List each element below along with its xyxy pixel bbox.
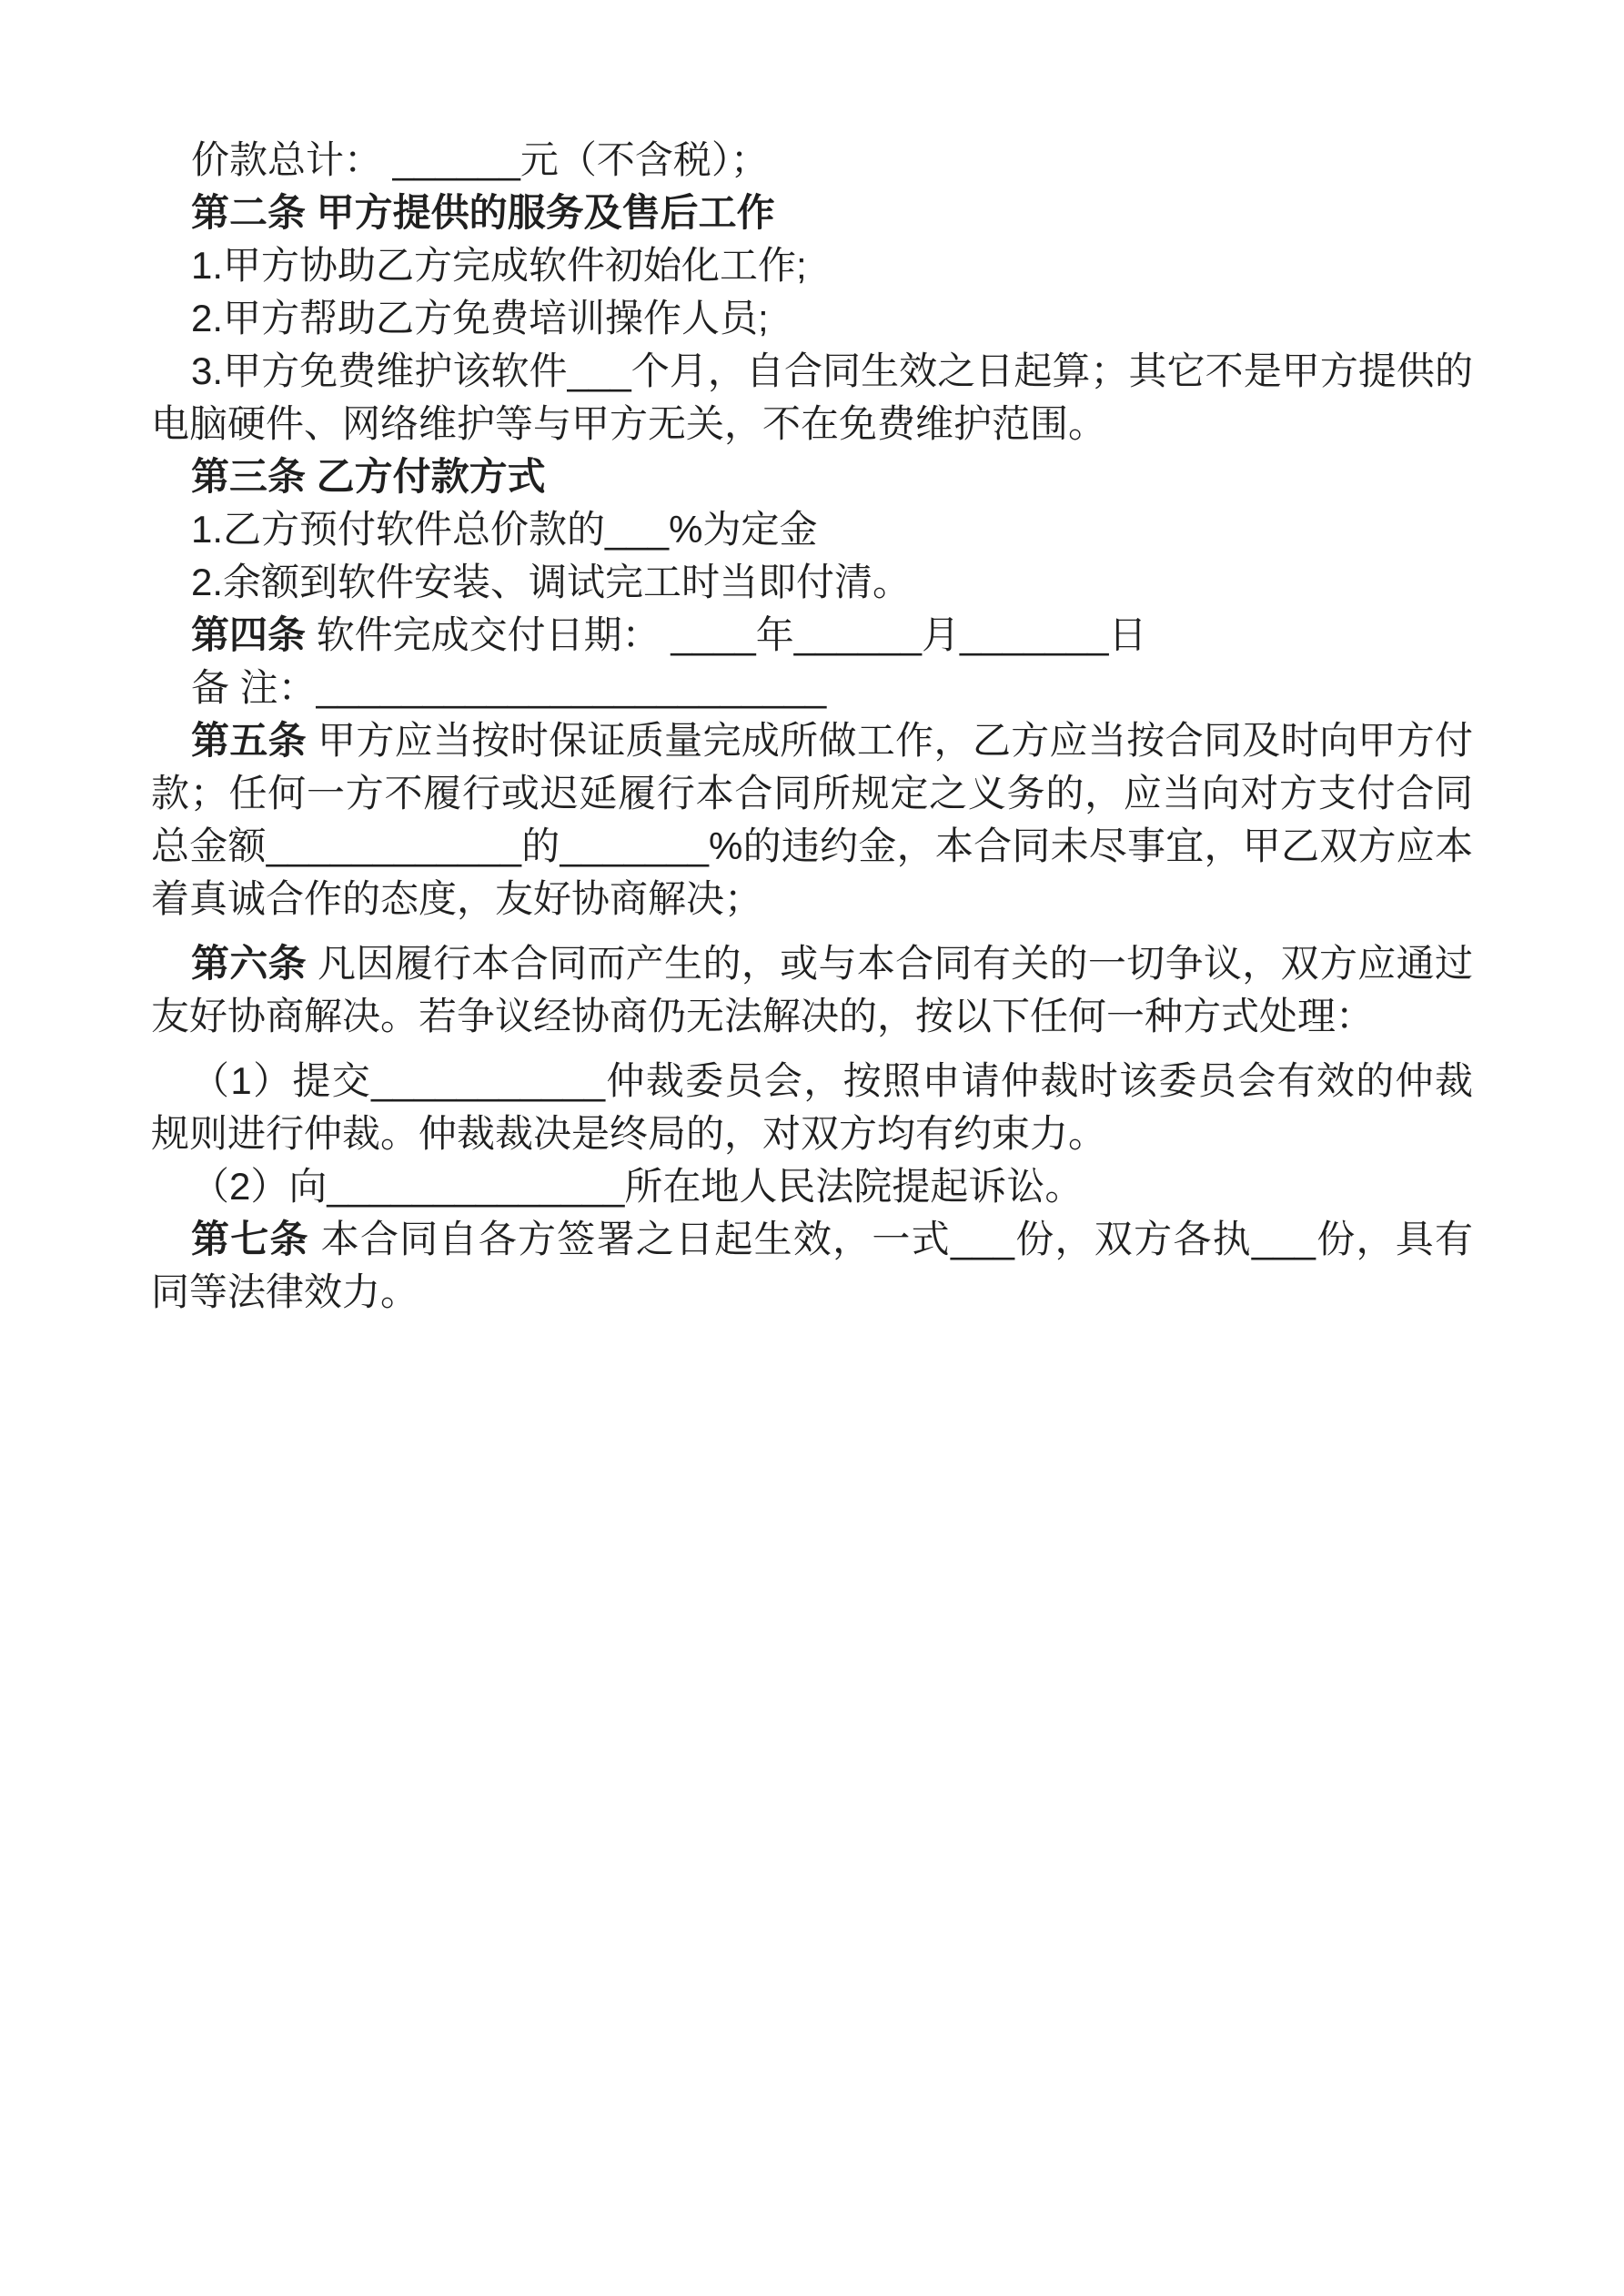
clause-heading: 第四条	[191, 613, 307, 656]
paragraph-12	[151, 937, 1473, 1043]
document-body	[151, 134, 1473, 1319]
paragraph-7	[151, 503, 1473, 556]
text-segment: 1.甲方协助乙方完成软件初始化工作;	[191, 244, 807, 287]
paragraph-8	[151, 556, 1473, 609]
text-segment: 凡因履行本合同而产生的，或与本合同有关的一切争议，双方应通过友好协商解决。若争议经协商仍无法解决的，按以下任何一种方式处理：	[151, 942, 1473, 1037]
text-segment: 甲方应当按时保证质量完成所做工作，乙方应当按合同及时向甲方付款；任何一方不履行或迟延履行本合同所规定之义务的，应当向对方支付合同总金额____________的_______%的违约金，本合同未尽事宜，甲乙双方应本着真诚合作的态度，友好协商解决；	[151, 719, 1473, 920]
text-segment: 2.余额到软件安装、调试完工时当即付清。	[191, 561, 912, 603]
text-segment: 价款总计： ______元（不含税）；	[191, 138, 769, 181]
text-segment: 软件完成交付日期： ____年______月_______日	[306, 613, 1147, 656]
paragraph-5	[151, 345, 1473, 450]
paragraph-3	[151, 239, 1473, 292]
paragraph-9	[151, 609, 1473, 662]
paragraph-10	[151, 662, 1473, 714]
text-segment: （1）提交___________仲裁委员会，按照申请仲裁时该委员会有效的仲裁规则进行仲裁。仲裁裁决是终局的，对双方均有约束力。	[151, 1059, 1473, 1155]
paragraph-13	[151, 1055, 1473, 1160]
paragraph-4	[151, 292, 1473, 345]
paragraph-11	[151, 714, 1473, 925]
text-segment: 本合同自各方签署之日起生效，一式___份，双方各执___份，具有同等法律效力。	[151, 1218, 1473, 1313]
paragraph-1	[151, 134, 1473, 187]
text-segment: （2）向______________所在地人民法院提起诉讼。	[191, 1165, 1084, 1208]
text-segment: 1.乙方预付软件总价款的___%为定金	[191, 508, 818, 551]
paragraph-6	[151, 450, 1473, 503]
paragraph-14	[151, 1160, 1473, 1213]
clause-heading: 第三条 乙方付款方式	[191, 455, 546, 498]
clause-heading: 第二条 甲方提供的服务及售后工作	[191, 191, 775, 234]
clause-heading: 第七条	[191, 1218, 309, 1260]
clause-heading: 第六条	[191, 942, 308, 985]
text-segment: 备 注：________________________	[191, 666, 827, 709]
paragraph-15	[151, 1213, 1473, 1319]
paragraph-2	[151, 187, 1473, 239]
clause-heading: 第五条	[191, 719, 308, 762]
text-segment: 3.甲方免费维护该软件___个月，自合同生效之日起算；其它不是甲方提供的电脑硬件、网络维护等与甲方无关，不在免费维护范围。	[151, 349, 1473, 445]
text-segment: 2.甲方帮助乙方免费培训操作人员;	[191, 297, 769, 339]
